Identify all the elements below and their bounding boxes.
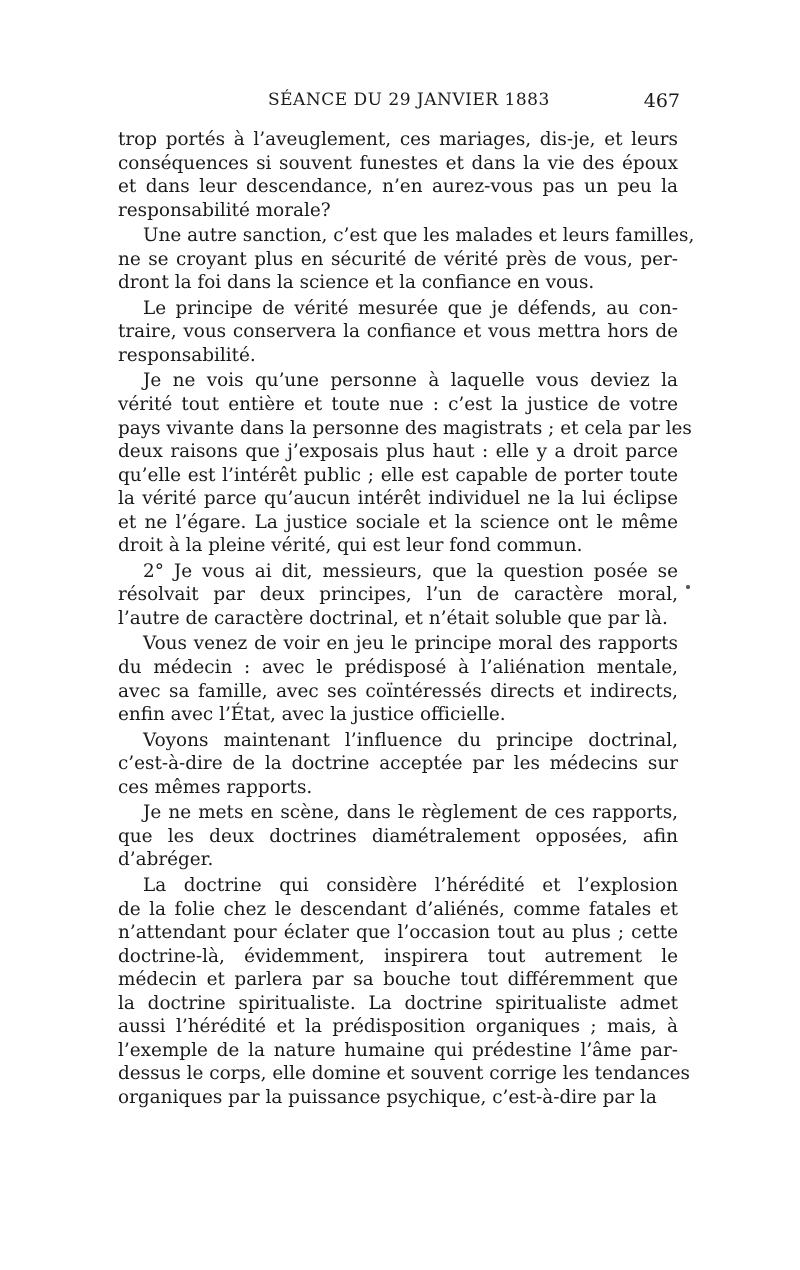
paragraph	[118, 369, 692, 557]
text-line: enfin avec l’État, avec la justice officielle.	[118, 704, 506, 726]
paragraph	[118, 801, 678, 872]
text-line: doctrine-là, évidemment, inspirera tout autrement le	[118, 945, 678, 967]
text-line: vérité tout entière et toute nue : c’est la justice de votre	[118, 394, 678, 416]
text-line: résolvait par deux principes, l’un de caractère moral,	[118, 584, 678, 606]
text-line: conséquences si souvent funestes et dans la vie des époux	[118, 152, 678, 174]
page-number: 467	[643, 90, 680, 112]
text-line: Je ne vois qu’une personne à laquelle vous deviez la	[143, 370, 678, 392]
text-line: du médecin : avec le prédisposé à l’aliénation mentale,	[118, 657, 678, 679]
text-line: et dans leur descendance, n’en aurez-vous pas un peu la	[118, 176, 678, 198]
header-title: SÉANCE DU 29 JANVIER 1883	[268, 90, 550, 110]
text-line: médecin et parlera par sa bouche tout différemment que	[118, 969, 678, 991]
text-line: la vérité parce qu’aucun intérêt individuel ne la lui éclipse	[118, 488, 678, 510]
body-text	[118, 128, 695, 1109]
paragraph	[118, 729, 678, 800]
running-header	[118, 88, 680, 118]
text-line: La doctrine qui considère l’hérédité et l’explosion	[143, 874, 678, 896]
text-line: ne se croyant plus en sécurité de vérité près de vous, per-	[118, 248, 678, 270]
paragraph	[118, 874, 690, 1109]
text-line: traire, vous conservera la confiance et vous mettra hors de	[118, 321, 678, 343]
text-line: n’attendant pour éclater que l’occasion tout au plus ; cette	[118, 922, 678, 944]
text-line: deux raisons que j’exposais plus haut : elle y a droit parce	[118, 441, 678, 463]
text-line: que les deux doctrines diamétralement opposées, afin	[118, 825, 678, 847]
text-line: pays vivante dans la personne des magistrats ; et cela par les	[118, 417, 692, 439]
text-line: l’exemple de la nature humaine qui prédestine l’âme par-	[118, 1039, 678, 1061]
text-line: c’est-à-dire de la doctrine acceptée par les médecins sur	[118, 753, 678, 775]
text-line: Voyons maintenant l’influence du principe doctrinal,	[143, 729, 678, 751]
text-line: organiques par la puissance psychique, c’est-à-dire par la	[118, 1086, 657, 1108]
text-line: responsabilité.	[118, 344, 256, 366]
text-line: droit à la pleine vérité, qui est leur fond commun.	[118, 535, 583, 557]
text-line: dront la foi dans la science et la confiance en vous.	[118, 272, 595, 294]
paragraph	[118, 128, 678, 222]
text-line: qu’elle est l’intérêt public ; elle est capable de porter toute	[118, 464, 678, 486]
text-line: aussi l’hérédité et la prédisposition organiques ; mais, à	[118, 1016, 678, 1038]
text-line: d’abréger.	[118, 849, 214, 871]
text-line: Une autre sanction, c’est que les malades et leurs familles,	[143, 225, 695, 247]
text-line: dessus le corps, elle domine et souvent corrige les tendances	[118, 1063, 690, 1085]
text-line: 2° Je vous ai dit, messieurs, que la question posée se	[143, 560, 678, 582]
paragraph	[118, 560, 678, 631]
text-line: Je ne mets en scène, dans le règlement de ces rapports,	[143, 802, 678, 824]
text-line: la doctrine spiritualiste. La doctrine spiritualiste admet	[118, 992, 678, 1014]
text-line: l’autre de caractère doctrinal, et n’était soluble que par là.	[118, 607, 668, 629]
paragraph	[118, 224, 695, 295]
text-line: trop portés à l’aveuglement, ces mariages, dis-je, et leurs	[118, 129, 678, 150]
text-line: responsabilité morale?	[118, 199, 331, 221]
text-line: ces mêmes rapports.	[118, 776, 313, 798]
text-line: de la folie chez le descendant d’aliénés, comme fatales et	[118, 898, 678, 920]
text-line: avec sa famille, avec ses coïntéressés directs et indirects,	[118, 680, 678, 702]
text-line: Vous venez de voir en jeu le principe moral des rapports	[143, 633, 678, 655]
text-line: et ne l’égare. La justice sociale et la science ont le même	[118, 511, 678, 533]
text-line: Le principe de vérité mesurée que je défends, au con-	[143, 297, 678, 319]
paragraph	[118, 297, 678, 368]
margin-speck	[686, 585, 690, 589]
paragraph	[118, 632, 678, 726]
